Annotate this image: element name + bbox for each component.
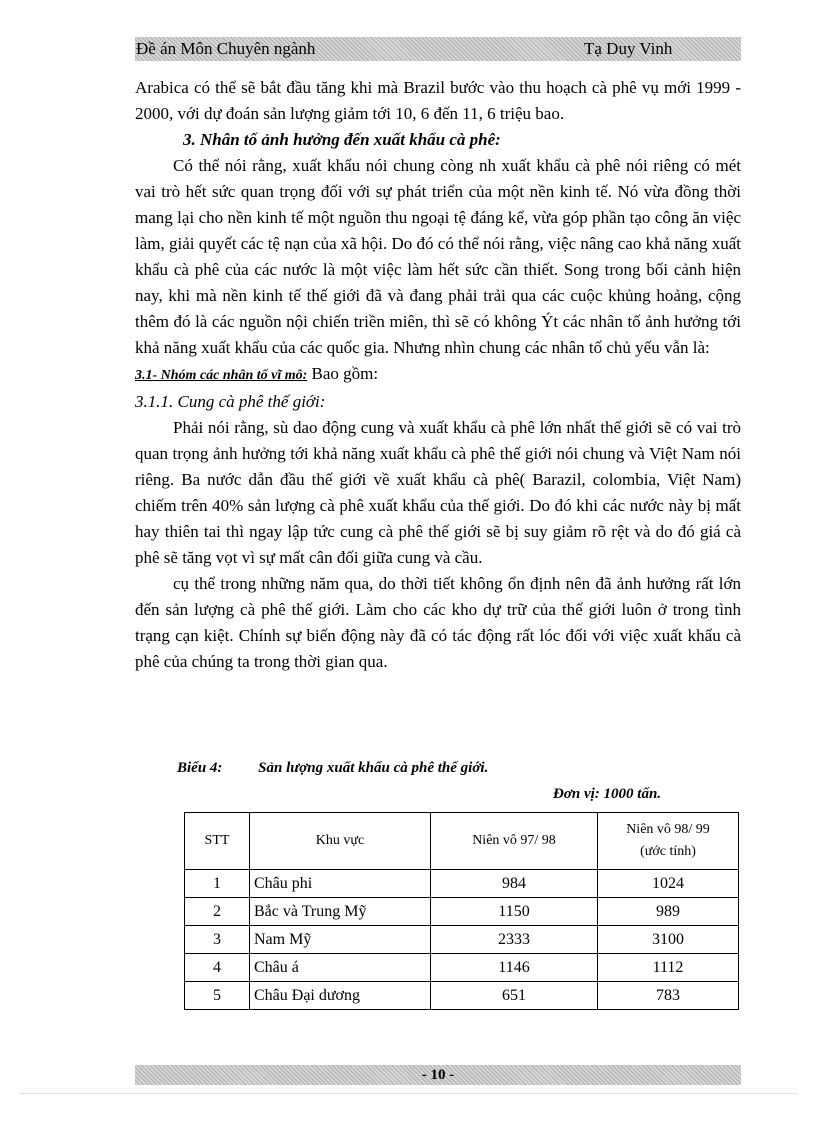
table-caption-title: Sản lượng xuất khẩu cà phê thế giới. <box>258 760 489 776</box>
cell-value-97-98: 1150 <box>431 898 598 926</box>
cell-value-98-99: 3100 <box>598 926 739 954</box>
section-heading-3: 3. Nhân tố ảnh hưởng đến xuất khẩu cà phê: <box>183 130 501 149</box>
cell-stt: 1 <box>185 870 250 898</box>
subsection-3-1-label: 3.1- Nhóm các nhân tố vĩ mô: <box>135 368 308 383</box>
subsection-3-1-1: 3.1.1. Cung cà phê thế giới: <box>135 392 326 411</box>
header-season-98-99 <box>598 813 739 870</box>
page-number: - 10 - <box>421 1067 455 1083</box>
table-caption-label: Biểu 4: <box>177 760 223 776</box>
header-author: Tạ Duy Vinh <box>584 39 673 58</box>
paragraph-world-supply: Phải nói rằng, sù dao động cung và xuất khẩu cà phê lớn nhất thế giới sẽ có vai trò quan trọng ảnh hưởng tới khả năng xuất khẩu cà phê thế giới nói chung và Việt Nam nói riêng. Ba nước dẫn đầu thế giới về xuất khẩu cà phê( Barazil, colombia, Việt Nam) chiếm trên 40% sản lượng cà phê xuất khẩu của thế giới. Do đó khi các nước này bị mất hay thiên tai thì ngay lập tức cung cà phê thế giới sẽ bị suy giảm rõ rệt và do đó giá cà phê sẽ tăng vọt vì sự mất cân đối giữa cung và cầu. <box>135 418 741 567</box>
document-body <box>135 75 741 675</box>
cell-value-97-98: 1146 <box>431 954 598 982</box>
subsection-3-1 <box>135 361 741 389</box>
cell-stt: 4 <box>185 954 250 982</box>
coffee-export-table <box>184 812 739 1010</box>
table-row <box>185 898 739 926</box>
cell-value-98-99: 1112 <box>598 954 739 982</box>
cell-value-97-98: 2333 <box>431 926 598 954</box>
header-season-97-98: Niên vô 97/ 98 <box>431 813 598 870</box>
cell-stt: 3 <box>185 926 250 954</box>
cell-region: Châu Đại dương <box>250 982 431 1010</box>
paragraph-arabica: Arabica có thể sẽ bắt đầu tăng khi mà Brazil bước vào thu hoạch cà phê vụ mới 1999 - 2000, với dự đoán sản lượng giảm tới 10, 6 đến 11, 6 triệu bao. <box>135 78 741 123</box>
cell-value-97-98: 651 <box>431 982 598 1010</box>
cell-stt: 2 <box>185 898 250 926</box>
cell-value-98-99: 989 <box>598 898 739 926</box>
cell-region: Nam Mỹ <box>250 926 431 954</box>
cell-value-98-99: 1024 <box>598 870 739 898</box>
cell-value-97-98: 984 <box>431 870 598 898</box>
cell-region: Châu phi <box>250 870 431 898</box>
subsection-3-1-text: Bao gồm: <box>311 364 379 383</box>
cell-region: Châu á <box>250 954 431 982</box>
page-header <box>135 37 741 61</box>
table-row <box>185 926 739 954</box>
page-footer <box>135 1065 741 1085</box>
header-stt: STT <box>185 813 250 870</box>
page-bottom-divider <box>20 1093 796 1094</box>
table-row <box>185 982 739 1010</box>
paragraph-export-role: Có thể nói rằng, xuất khẩu nói chung còng nh xuất khẩu cà phê nói riêng có mét vai trò hết sức quan trọng đối với sự phát triển của một nền kinh tế. Nó vừa đồng thời mang lại cho nền kinh tế một nguồn thu ngoại tệ đáng kể, vừa góp phần tạo công ăn việc làm, giải quyết các tệ nạn của xã hội. Do đó có thể nói rằng, việc nâng cao khả năng xuất khẩu cà phê của các nước là một việc làm hết sức cần thiết. Song trong bối cảnh hiện nay, khi mà nền kinh tế thế giới đã và đang phải trải qua các cuộc khủng hoảng, cộng thêm đó là các nguồn nội chiến triền miên, thì sẽ có không Ýt các nhân tố ảnh hưởng tới khả năng xuất khẩu của các quốc gia. Nhưng nhìn chung các nhân tố chủ yếu vẫn là: <box>135 156 741 357</box>
cell-value-98-99: 783 <box>598 982 739 1010</box>
cell-stt: 5 <box>185 982 250 1010</box>
paragraph-weather-impact: cụ thể trong những năm qua, do thời tiết không ổn định nên đã ảnh hưởng rất lớn đến sản lượng cà phê thế giới. Làm cho các kho dự trữ của thế giới luôn ở trong tình trạng cạn kiệt. Chính sự biến động này đã có tác động rất lóc đối với việc xuất khẩu cà phê của chúng ta trong thời gian qua. <box>135 574 741 671</box>
table-row <box>185 870 739 898</box>
header-region: Khu vực <box>250 813 431 870</box>
table-unit: Đơn vị: 1000 tấn. <box>553 786 662 802</box>
table-caption <box>177 760 488 777</box>
header-estimate-note: (ước tính) <box>640 844 696 859</box>
table-header-row <box>185 813 739 870</box>
table-row <box>185 954 739 982</box>
header-season-98-99-label: Niên vô 98/ 99 <box>626 822 710 837</box>
header-document-title: Đề án Môn Chuyên ngành <box>136 39 316 58</box>
cell-region: Bắc và Trung Mỹ <box>250 898 431 926</box>
